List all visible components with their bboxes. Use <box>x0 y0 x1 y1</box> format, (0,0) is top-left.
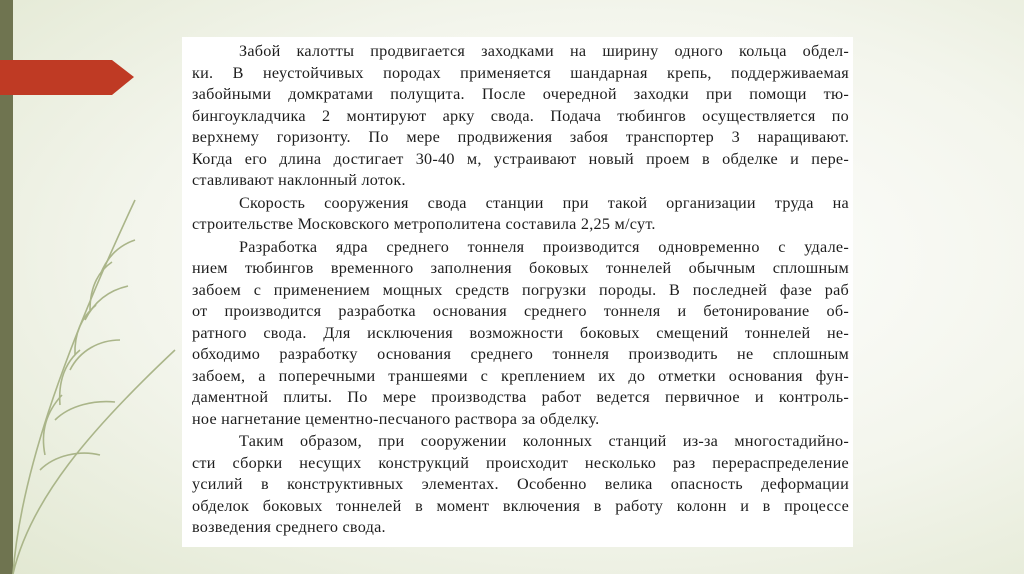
text-line: даментной плиты. По мере производства работ ведется первичное и контроль- <box>192 388 849 406</box>
text-line: забоем, а поперечными траншеями с креплением их до отметки основания фун- <box>192 366 849 385</box>
paragraph <box>192 41 849 192</box>
text-line: усилий в конструктивных элементах. Особенно велика опасность деформации <box>192 475 849 493</box>
text-line: Забой калотты продвигается заходками на ширину одного кольца обдел- <box>239 42 849 60</box>
text-line: Разработка ядра среднего тоннеля производится одновременно с удале- <box>239 237 849 256</box>
text-line: обделок боковых тоннелей в момент включения в работу колонн и в процессе <box>192 496 849 515</box>
text-line: сти сборки несущих конструкций происходит несколько раз перераспределение <box>192 453 849 472</box>
text-line: забойными домкратами полущита. После очередной заходки при помощи тю- <box>192 85 849 103</box>
text-line: строительстве Московского метрополитена составила 2,25 м/сут. <box>192 215 656 233</box>
text-line: Скорость сооружения свода станции при такой организации труда на <box>239 193 849 212</box>
paragraph <box>192 193 849 236</box>
text-line: ное нагнетание цементно-песчаного раствора за обделку. <box>192 409 600 428</box>
text-line: бингоукладчика 2 монтируют арку свода. Подача тюбингов осуществляется по <box>192 106 849 125</box>
text-line: ки. В неустойчивых породах применяется шандарная крепь, поддерживаемая <box>192 63 849 82</box>
text-line: ставливают наклонный лоток. <box>192 171 406 189</box>
red-arrow-marker <box>0 60 134 95</box>
text-line: обходимо разработку основания среднего тоннеля производить не сплошным <box>192 345 849 363</box>
text-line: забоем с применением мощных средств погрузки породы. В последней фазе раб <box>192 280 849 299</box>
text-line: Когда его длина достигает 30-40 м, устраивают новый проем в обделке и пере- <box>192 149 849 168</box>
text-line: возведения среднего свода. <box>192 518 386 536</box>
text-line: нием тюбингов временного заполнения боковых тоннелей обычным сплошным <box>192 259 849 277</box>
text-line: Таким образом, при сооружении колонных станций из-за многостадийно- <box>239 432 849 450</box>
document-scan <box>182 37 853 547</box>
text-line: от производится разработка основания среднего тоннеля и бетонирование об- <box>192 302 849 320</box>
text-line: ратного свода. Для исключения возможности боковых смещений тоннелей не- <box>192 323 849 342</box>
text-line: верхнему горизонту. По мере продвижения забоя транспортер 3 наращивают. <box>192 128 849 146</box>
paragraph <box>192 431 849 539</box>
paragraph <box>192 237 849 431</box>
